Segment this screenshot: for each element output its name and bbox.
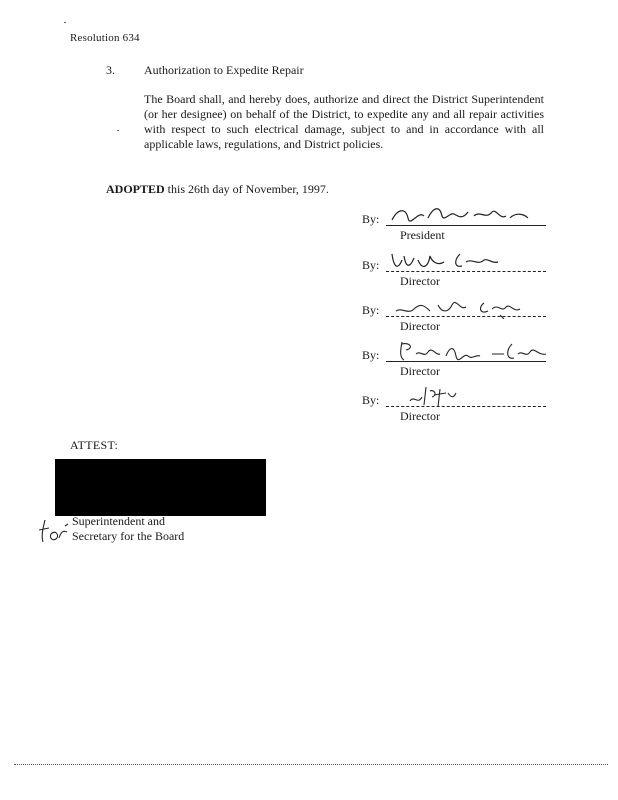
signature-block-president: [362, 212, 562, 242]
signature-block-director-1: [362, 258, 562, 288]
signature-block-director-3: [362, 348, 562, 378]
item-number: 3.: [106, 63, 115, 77]
adopted-text: this 26th day of November, 1997.: [164, 182, 329, 196]
signature-block-director-4: [362, 393, 562, 423]
signature-block-director-2: [362, 303, 562, 333]
signature-title: Director: [400, 319, 440, 333]
signature-line: [386, 271, 546, 272]
signature-line: [386, 225, 546, 226]
footer-rule: [14, 764, 608, 765]
signature-by-label: By:: [362, 393, 380, 407]
handwritten-for-icon: [35, 516, 71, 546]
signature-by-label: By:: [362, 303, 380, 317]
scan-speck: [64, 22, 66, 23]
signature-by-label: By:: [362, 348, 380, 362]
secretary-title: [72, 514, 184, 544]
item-body-paragraph: The Board shall, and hereby does, authorize and direct the District Superintendent (or her designee) on behalf of the District, to expedite any and all repair activities with respect to such electrical damage, subject to and in accordance with all applicable laws, regulations, and District policies.: [144, 92, 544, 151]
signature-title: President: [400, 228, 445, 242]
signature-title: Director: [400, 409, 440, 423]
signature-title: Director: [400, 364, 440, 378]
secretary-title-line-1: Superintendent and: [72, 514, 165, 528]
resolution-header: Resolution 634: [70, 32, 140, 44]
adopted-label: ADOPTED: [106, 182, 165, 196]
signature-line: [386, 361, 546, 362]
secretary-title-line-2: Secretary for the Board: [72, 529, 185, 543]
scan-speck: [117, 130, 119, 131]
adopted-statement: [106, 182, 329, 197]
signature-title: Director: [400, 274, 440, 288]
signature-line: [386, 406, 546, 407]
attest-label: ATTEST:: [70, 438, 119, 452]
signature-by-label: By:: [362, 258, 380, 272]
item-title: Authorization to Expedite Repair: [144, 63, 304, 77]
redaction-block: [55, 459, 266, 516]
signature-line: [386, 316, 546, 317]
signature-by-label: By:: [362, 212, 380, 226]
